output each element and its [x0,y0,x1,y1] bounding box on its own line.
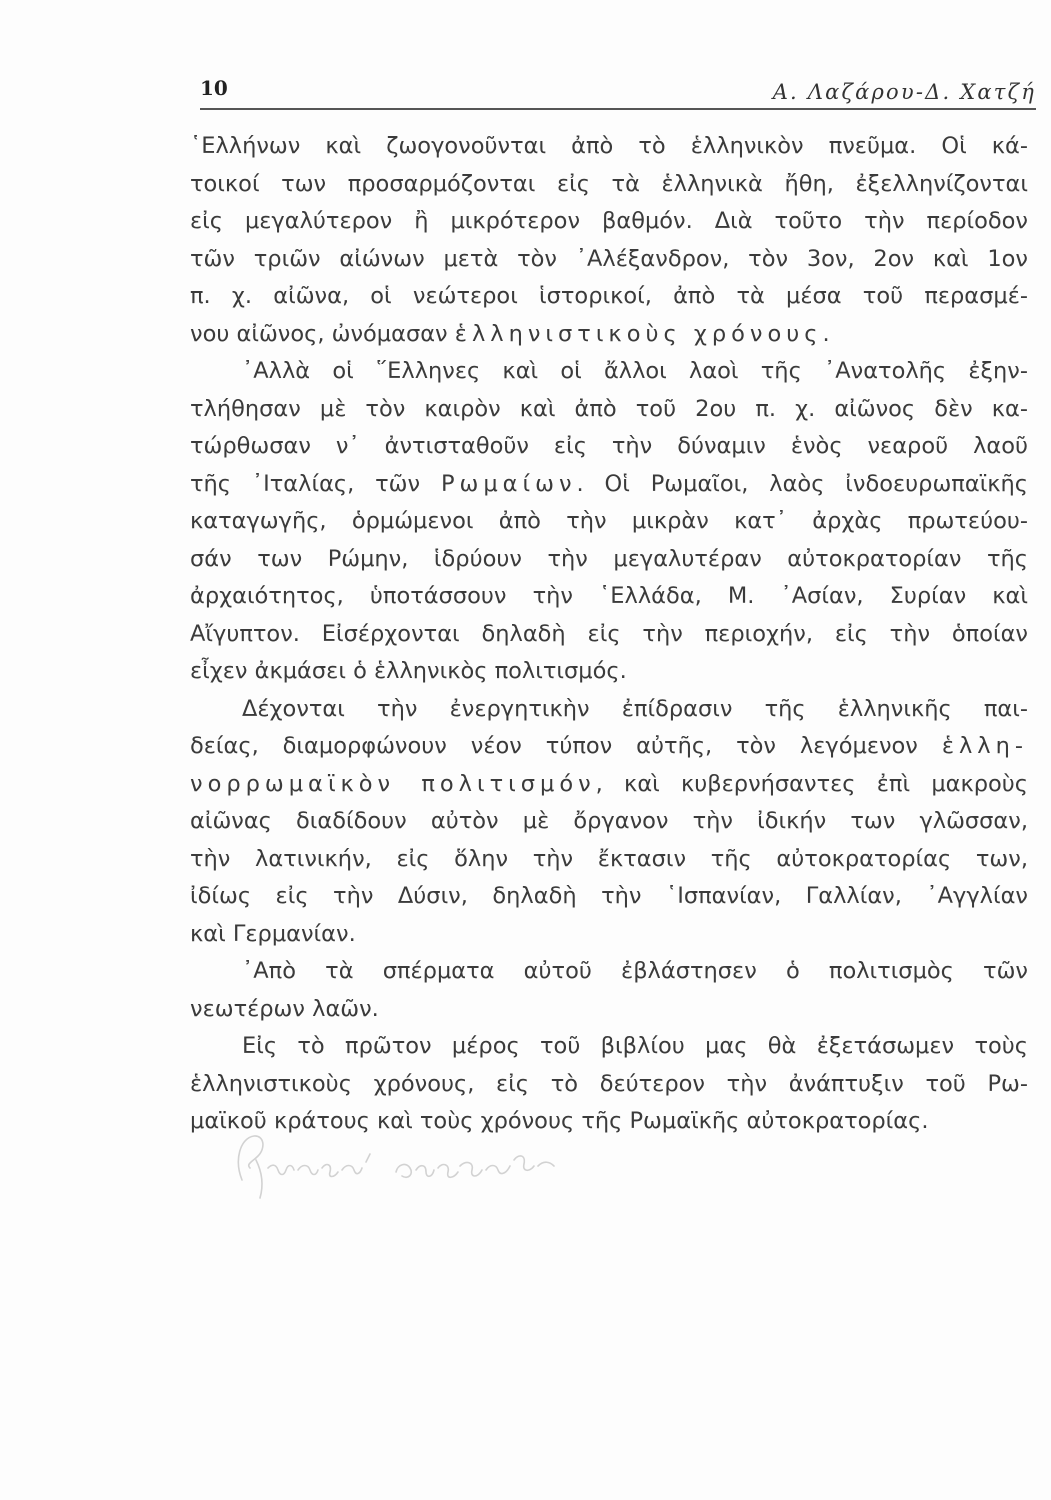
text-line: εἶχεν ἀκμάσει ὁ ἑλληνικὸς πολιτισμός. [190,658,627,684]
emphasized-term: ἑλληνιστικοὺς χρόνους [454,320,823,347]
text-segment: νου αἰῶνος, ὠνόμασαν [190,320,455,347]
text-line: ἰδίως εἰς τὴν Δύσιν, δηλαδὴ τὴν ῾Ισπανίαν, Γαλλίαν, ᾿Αγγλίαν [190,883,1028,909]
text-line [190,316,1028,354]
text-segment: , καὶ κυβερνήσαντες ἐπὶ μακροὺς [595,770,1028,797]
text-line [190,466,1028,504]
text-line: ᾿Αλλὰ οἱ ῞Ελληνες καὶ οἱ ἄλλοι λαοὶ τῆς ᾿Ανατολῆς ἐξην- [242,358,1028,384]
text-line: αἰῶνας διαδίδουν αὐτὸν μὲ ὄργανον τὴν ἰδικήν των γλῶσσαν, [190,808,1028,834]
text-line: ἀρχαιότητος, ὑποτάσσουν τὴν ῾Ελλάδα, Μ. ᾿Ασίαν, Συρίαν καὶ [190,583,1028,609]
text-line [190,766,1028,804]
text-line: καταγωγῆς, ὁρμώμενοι ἀπὸ τὴν μικρὰν κατ᾿ ἀρχὰς πρωτεύου- [190,508,1028,534]
text-line: τώρθωσαν ν᾿ ἀντισταθοῦν εἰς τὴν δύναμιν ἑνὸς νεαροῦ λαοῦ [190,433,1028,459]
paragraph-4 [190,953,1028,1028]
text-line [190,728,1028,766]
text-line: τὴν λατινικήν, εἰς ὅλην τὴν ἔκτασιν τῆς αὐτοκρατορίας των, [190,845,1028,872]
text-line: Αἴγυπτον. Εἰσέρχονται δηλαδὴ εἰς τὴν περιοχήν, εἰς τὴν ὁποίαν [190,620,1028,647]
page-number: 10 [200,76,228,100]
text-line: σάν των Ρώμην, ἱδρύουν τὴν μεγαλυτέραν αὐτοκρατορίαν τῆς [190,545,1028,572]
emphasized-term: νορρωμαϊκὸν πολιτισμόν [190,770,596,797]
emphasized-term: Ρωμαίων [440,470,577,497]
text-segment: . [822,320,830,347]
text-line: τῶν τριῶν αἰώνων μετὰ τὸν ᾿Αλέξανδρον, τὸν 3ον, 2ον καὶ 1ον [190,245,1028,272]
text-line: π. χ. αἰῶνα, οἱ νεώτεροι ἱστορικοί, ἀπὸ τὰ μέσα τοῦ περασμέ- [190,283,1028,309]
handwritten-note [220,1120,600,1210]
text-line: νεωτέρων λαῶν. [190,995,379,1022]
text-line: Δέχονται τὴν ἐνεργητικὴν ἐπίδρασιν τῆς ἑλληνικῆς παι- [242,695,1028,722]
text-line: Εἰς τὸ πρῶτον μέρος τοῦ βιβλίου μας θὰ ἐξετάσωμεν τοὺς [242,1033,1028,1059]
text-line: καὶ Γερμανίαν. [190,920,356,947]
text-line: εἰς μεγαλύτερον ἢ μικρότερον βαθμόν. Διὰ τοῦτο τὴν περίοδον [190,208,1028,234]
text-segment: δείας, διαμορφώνουν νέον τύπον αὐτῆς, τὸν λεγόμενον [190,733,942,759]
emphasized-term: ἑλλη- [941,733,1028,759]
body-text [190,128,1028,1141]
paragraph-1 [190,128,1028,353]
page-header [200,74,1036,110]
paragraph-3 [190,691,1028,954]
text-line: ῾Ελλήνων καὶ ζωογονοῦνται ἀπὸ τὸ ἑλληνικὸν πνεῦμα. Οἱ κά- [190,133,1028,159]
text-line: ᾿Απὸ τὰ σπέρματα αὐτοῦ ἐβλάστησεν ὁ πολιτισμὸς τῶν [242,958,1028,984]
text-line: τλήθησαν μὲ τὸν καιρὸν καὶ ἀπὸ τοῦ 2ου π. χ. αἰῶνος δὲν κα- [190,395,1028,422]
text-line: τοικοί των προσαρμόζονται εἰς τὰ ἑλληνικὰ ἤθη, ἐξελληνίζονται [190,170,1028,197]
text-segment: . Οἱ Ρωμαῖοι, λαὸς ἰνδοευρωπαϊκῆς [576,470,1029,497]
text-segment: τῆς ᾿Ιταλίας, τῶν [190,470,441,497]
text-line: μαϊκοῦ κράτους καὶ τοὺς χρόνους τῆς Ρωμαϊκῆς αὐτοκρατορίας. [190,1108,929,1134]
running-head: Α. Λαζάρου-Δ. Χατζή [772,80,1036,104]
paragraph-2 [190,353,1028,691]
text-line: ἑλληνιστικοὺς χρόνους, εἰς τὸ δεύτερον τὴν ἀνάπτυξιν τοῦ Ρω- [190,1070,1028,1097]
